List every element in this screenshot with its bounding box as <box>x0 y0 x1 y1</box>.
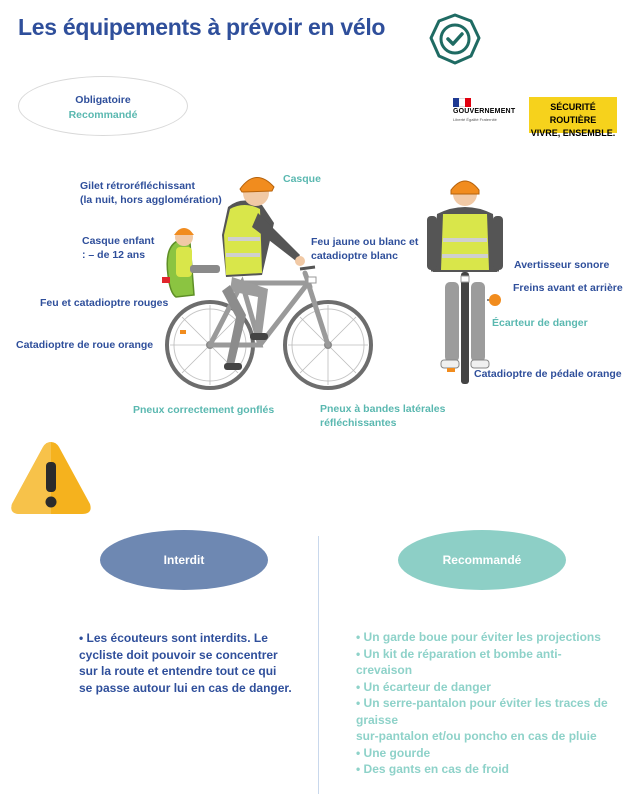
label-vest-line2: (la nuit, hors agglomération) <box>80 194 222 206</box>
label-front-light-line1: Feu jaune ou blanc et <box>311 236 419 248</box>
label-wheel-reflector: Catadioptre de roue orange <box>16 339 154 351</box>
forbidden-heading: Interdit <box>100 530 268 590</box>
check-badge-icon <box>426 12 484 66</box>
label-reflective-tires-line1: Pneux à bandes latérales <box>320 403 446 415</box>
forbidden-text <box>79 630 309 696</box>
label-child-helmet-line1: Casque enfant <box>82 235 155 247</box>
government-text: GOUVERNEMENT <box>453 108 516 115</box>
recommended-item: • Un écarteur de danger <box>356 679 491 694</box>
label-pedal-reflector: Catadioptre de pédale orange <box>474 368 622 380</box>
label-child-helmet-line2: : – de 12 ans <box>82 249 146 261</box>
label-vest-line1: Gilet rétroréfléchissant <box>80 180 195 192</box>
legend-mandatory: Obligatoire <box>75 94 131 106</box>
label-front-light-line2: catadioptre blanc <box>311 250 398 262</box>
legend <box>18 76 188 136</box>
page-title: Les équipements à prévoir en vélo <box>18 14 386 40</box>
label-spacer: Écarteur de danger <box>492 317 588 329</box>
forbidden-text-line: • Les écouteurs sont interdits. Le <box>79 631 268 645</box>
cyclist-front-illustration <box>425 172 505 392</box>
legend-recommended: Recommandé <box>68 109 138 121</box>
warning-icon <box>8 438 94 518</box>
recommended-item: • Un kit de réparation et bombe anti- <box>356 646 562 661</box>
government-motto: Liberté Égalité Fraternité <box>453 117 497 122</box>
recommended-item: • Des gants en cas de froid <box>356 762 509 776</box>
label-brakes: Freins avant et arrière <box>513 282 623 294</box>
recommended-heading: Recommandé <box>398 530 566 590</box>
recommended-item: sur-pantalon et/ou poncho en cas de pluie <box>356 729 597 743</box>
label-rear-light: Feu et catadioptre rouges <box>40 297 169 309</box>
label-helmet: Casque <box>283 173 321 185</box>
road-safety-line1: SÉCURITÉ ROUTIÈRE <box>549 102 597 125</box>
forbidden-text-line: sur la route et entendre tout ce qui <box>79 664 277 678</box>
column-divider <box>318 536 319 794</box>
recommended-item: • Un serre-pantalon pour éviter les traces de <box>356 696 608 710</box>
label-horn: Avertisseur sonore <box>514 259 610 271</box>
recommended-list <box>356 629 636 778</box>
label-tires: Pneux correctement gonflés <box>133 404 275 416</box>
label-reflective-tires-line2: réfléchissantes <box>320 417 397 429</box>
recommended-item: crevaison <box>356 663 413 677</box>
recommended-item: • Une gourde <box>356 745 431 760</box>
recommended-item: • Un garde boue pour éviter les projections <box>356 630 601 644</box>
forbidden-text-line: cycliste doit pouvoir se concentrer <box>79 647 278 662</box>
road-safety-logo <box>529 97 617 138</box>
french-flag-icon <box>453 98 471 107</box>
forbidden-text-line: se passe autour lui en cas de danger. <box>79 680 292 695</box>
recommended-item: graisse <box>356 712 399 727</box>
road-safety-line2: VIVRE, ENSEMBLE. <box>530 128 616 138</box>
government-logo <box>453 98 523 132</box>
